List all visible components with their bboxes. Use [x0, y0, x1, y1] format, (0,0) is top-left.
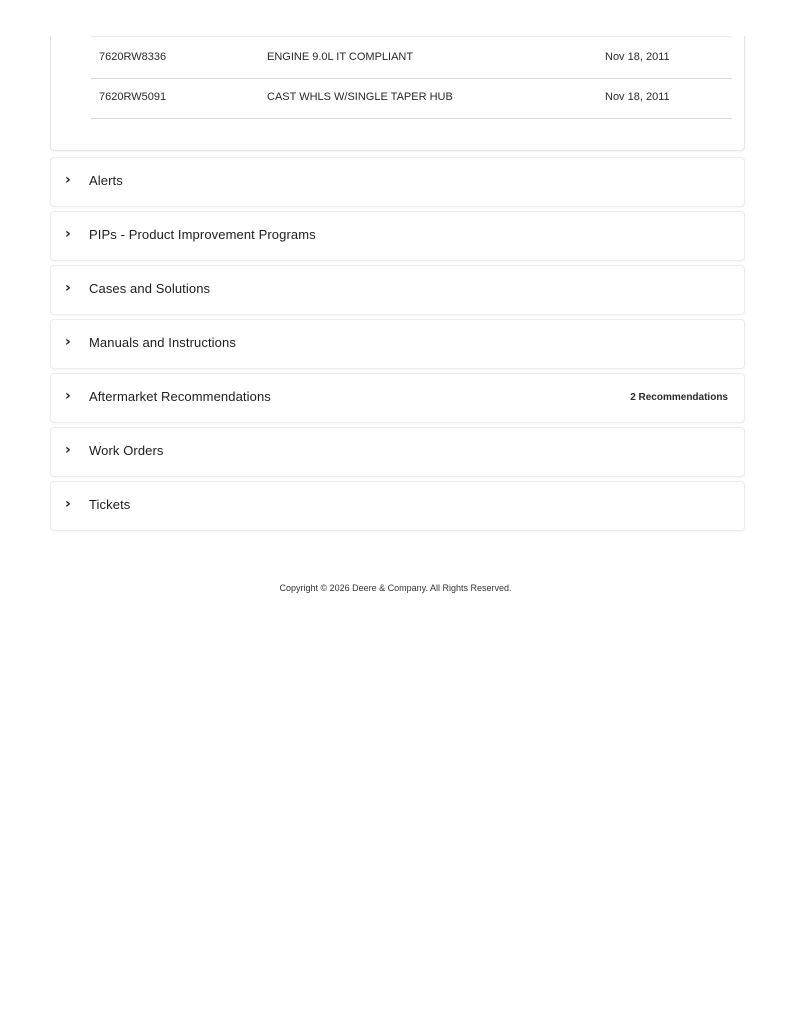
section-label: Manuals and Instructions: [89, 335, 236, 350]
section-label: Alerts: [89, 173, 123, 188]
part-number-cell: 7620RW5091: [99, 91, 167, 103]
section-aftermarket-recommendations[interactable]: [50, 373, 745, 423]
table-row[interactable]: [91, 77, 732, 119]
chevron-right-icon: ›: [65, 172, 71, 188]
section-label: Work Orders: [89, 443, 164, 458]
chevron-right-icon: ›: [65, 334, 71, 350]
section-label: PIPs - Product Improvement Programs: [89, 227, 316, 242]
description-cell: ENGINE 9.0L IT COMPLIANT: [267, 51, 414, 63]
date-cell: Nov 18, 2011: [605, 51, 670, 63]
section-manuals-and-instructions[interactable]: [50, 319, 745, 369]
section-label: Cases and Solutions: [89, 281, 211, 296]
section-label: Tickets: [89, 497, 131, 512]
section-cases-and-solutions[interactable]: [50, 265, 745, 315]
part-number-cell: 7620RW8336: [99, 51, 167, 63]
table-row[interactable]: [91, 36, 732, 79]
recommendations-count-badge: 2 Recommendations: [630, 392, 728, 403]
description-cell: CAST WHLS W/SINGLE TAPER HUB: [267, 91, 453, 103]
chevron-right-icon: ›: [65, 496, 71, 512]
chevron-right-icon: ›: [65, 442, 71, 458]
chevron-right-icon: ›: [65, 388, 71, 404]
section-tickets[interactable]: [50, 481, 745, 531]
section-label: Aftermarket Recommendations: [89, 389, 271, 404]
chevron-right-icon: ›: [65, 280, 71, 296]
parts-table: [50, 36, 745, 151]
footer-copyright: Copyright © 2026 Deere & Company. All Rights Reserved.: [279, 583, 512, 593]
section-work-orders[interactable]: [50, 427, 745, 477]
section-pips[interactable]: [50, 211, 745, 261]
date-cell: Nov 18, 2011: [605, 91, 670, 103]
chevron-right-icon: ›: [65, 226, 71, 242]
section-alerts[interactable]: [50, 157, 745, 207]
